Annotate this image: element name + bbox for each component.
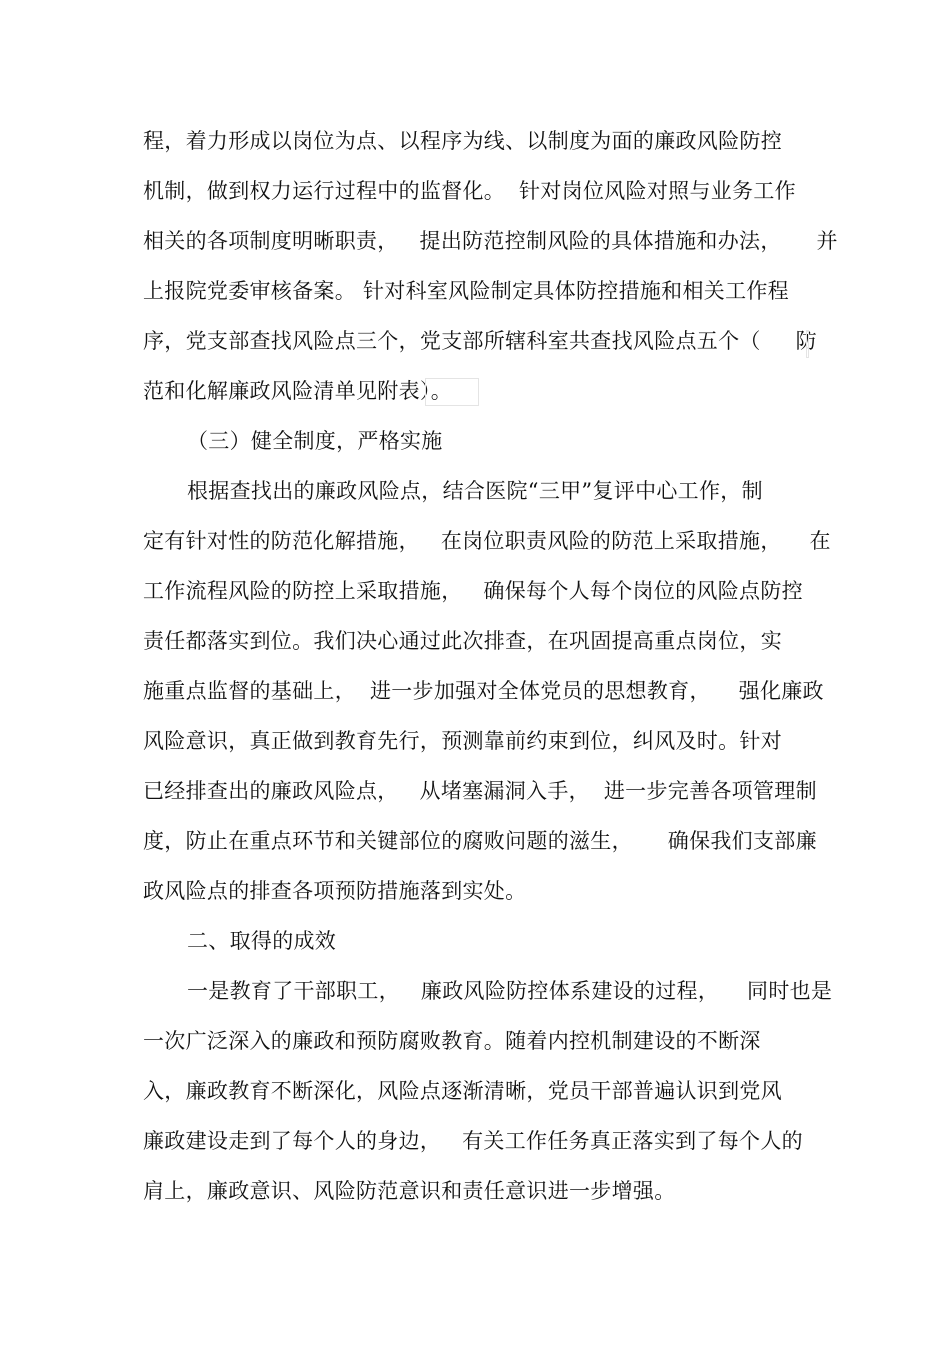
body-line-1: 程，着力形成以岗位为点、以程序为线、以制度为面的廉政风险防控 (143, 129, 782, 153)
scan-artifact-line (806, 330, 809, 358)
body-line-16: 一是教育了干部职工， 廉政风险防控体系建设的过程， 同时也是 (187, 979, 833, 1003)
body-line-4: 上报院党委审核备案。 针对科室风险制定具体防控措施和相关工作程 (143, 279, 789, 303)
scan-artifact-box (425, 378, 479, 406)
body-line-2: 机制，做到权力运行过程中的监督化。 针对岗位风险对照与业务工作 (143, 179, 796, 203)
body-line-20: 肩上，廉政意识、风险防范意识和责任意识进一步增强。 (143, 1179, 676, 1203)
body-line-19: 廉政建设走到了每个人的身边， 有关工作任务真正落实到了每个人的 (143, 1129, 803, 1153)
body-line-5: 序，党支部查找风险点三个，党支部所辖科室共查找风险点五个（ 防 (143, 329, 817, 353)
body-line-11: 施重点监督的基础上， 进一步加强对全体党员的思想教育， 强化廉政 (143, 679, 824, 703)
body-line-7: 根据查找出的廉政风险点，结合医院“三甲”复评中心工作，制 (187, 479, 763, 503)
body-line-13: 已经排查出的廉政风险点， 从堵塞漏洞入手， 进一步完善各项管理制 (143, 779, 817, 803)
body-line-9: 工作流程风险的防控上采取措施， 确保每个人每个岗位的风险点防控 (143, 579, 803, 603)
body-line-17: 一次广泛深入的廉政和预防腐败教育。随着内控机制建设的不断深 (143, 1029, 761, 1053)
body-line-14: 度，防止在重点环节和关键部位的腐败问题的滋生， 确保我们支部廉 (143, 829, 817, 853)
body-line-12: 风险意识，真正做到教育先行，预测靠前约束到位，纠风及时。针对 (143, 729, 782, 753)
body-line-6: 范和化解廉政风险清单见附表）。 (143, 379, 452, 403)
body-line-8: 定有针对性的防范化解措施， 在岗位职责风险的防范上采取措施， 在 (143, 529, 831, 553)
body-line-10: 责任都落实到位。我们决心通过此次排查，在巩固提高重点岗位，实 (143, 629, 782, 653)
section-heading-3: （三）健全制度，严格实施 (187, 429, 443, 453)
body-line-18: 入，廉政教育不断深化，风险点逐渐清晰，党员干部普遍认识到党风 (143, 1079, 782, 1103)
section-heading-results: 二、取得的成效 (187, 929, 337, 953)
body-line-3: 相关的各项制度明晰职责， 提出防范控制风险的具体措施和办法， 并 (143, 229, 838, 253)
body-line-15: 政风险点的排查各项预防措施落到实处。 (143, 879, 527, 903)
